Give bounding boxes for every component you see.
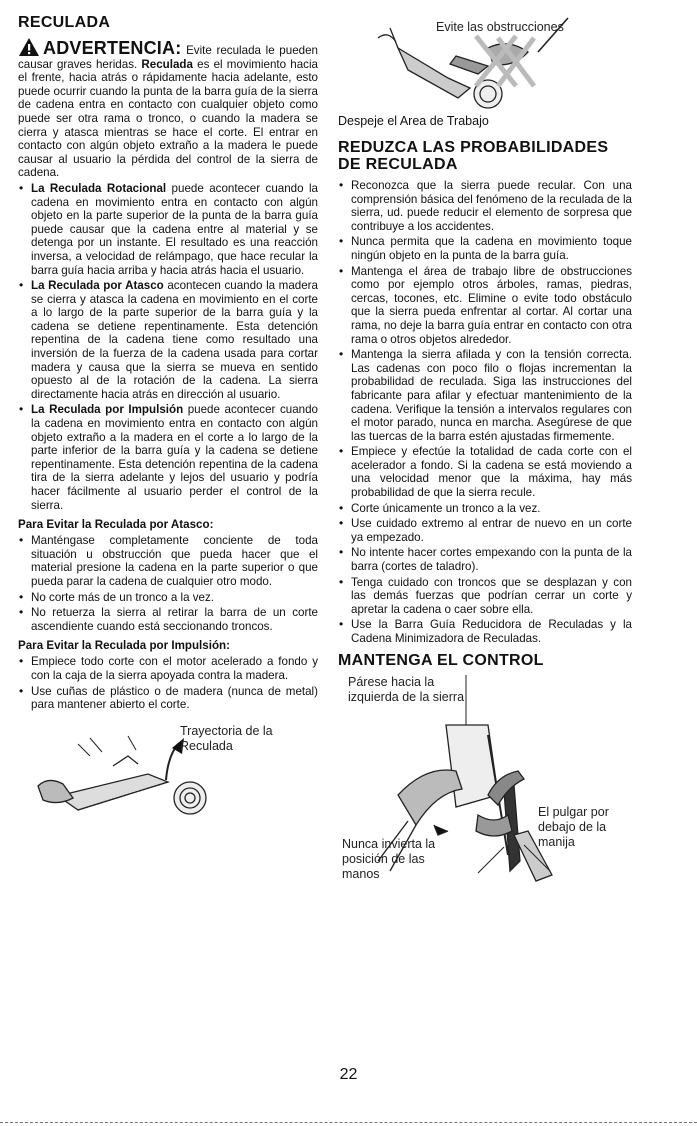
- list-item: • Use cuidado extremo al entrar de nuevo en un corte ya empezado.: [338, 517, 632, 544]
- list-item: • Corte únicamente un tronco a la vez.: [338, 502, 632, 516]
- obstruction-caption: Evite las obstrucciones: [436, 20, 564, 34]
- page-number: 22: [339, 1066, 358, 1083]
- bullet-text: acontecen cuando la madera se cierra y atasca la cadena en movimiento en el corte a lo largo de la parte superior de la barra guía y la cadena se detiene repentinamente. Esta detención repentina de la cadena tiene como resultado una inversión de la fuerza de la cadena usada para cortar madera y causa que la sierra se mueva en sentido opuesto al de la rotación de la cadena. La sierra directamente hacia atrás en dirección al usuario.: [31, 279, 318, 401]
- kickback-path-caption: Trayectoria de la Reculada: [180, 723, 273, 753]
- obstruction-figure: [338, 8, 632, 112]
- list-item: • Use la Barra Guía Reducidora de Reculadas y la Cadena Minimizadora de Reculadas.: [338, 618, 632, 645]
- list-item: [18, 403, 318, 512]
- bullet-bold-term: La Reculada por Impulsión: [31, 403, 184, 417]
- bullet-bold-term: La Reculada Rotacional: [31, 181, 167, 195]
- bottom-divider: [0, 1122, 697, 1123]
- warning-text-rest: es el movimiento hacia el frente, hacia atrás o rápidamente hacia adelante, esto puede ocurrir cuando la punta de la barra guía de la sierra de cadena entra en contacto con cualquier objeto como puede ser otra rama o tronco, o cuando la madera se cierra y atasca mientras se hace el corte. El entrar en contacto con algún objeto extraño a la madera le puede causar al usuario la pérdida del control de la sierra de cadena.: [18, 57, 318, 180]
- bullet-text: puede acontecer cuando la cadena en movimiento entra en contacto con algún objeto extraño a la madera en el corte a lo largo de la parte inferior de la barra guía y la cadena se detiene repentinamente. Esta detención repentina de la cadena tira de la sierra adelante y lejos del usuario y podría hacer fácilmente al usuario perder el control de la sierra.: [31, 403, 318, 512]
- section-title-reculada: RECULADA: [18, 14, 111, 31]
- left-column: [18, 0, 318, 822]
- list-item: • Tenga cuidado con troncos que se desplazan y con las demás fuerzas que podrían cerrar un corte y apretar la cadena o caer sobre ella.: [338, 576, 632, 617]
- list-item: • Mantenga el área de trabajo libre de obstrucciones como por ejemplo otros árboles, ramas, piedras, cercas, tocones, etc. Elimine o evite todo obstáculo que la sierra pueda enfrentar al cortar. Al cortar una rama, no deje la barra guía entrar en contacto con otra rama o otros objetos alrededor.: [338, 265, 632, 347]
- atasco-list: [18, 534, 318, 633]
- clear-work-area-caption: Despeje el Area de Trabajo: [338, 114, 489, 128]
- list-item: • No intente hacer cortes empexando con la punta de la barra (cortes de taladro).: [338, 546, 632, 573]
- list-item: • Empiece todo corte con el motor acelerado a fondo y con la caja de la sierra apoyada contra la madera.: [18, 655, 318, 682]
- control-figure: [338, 675, 632, 887]
- section-title-reduce: REDUZCA LAS PROBABILIDADES DE RECULADA: [338, 139, 609, 173]
- bullet-text: puede acontecer cuando la cadena en movimiento entra en contacto con algún objeto en la parte superior de la punta de la barra guía puede causar que la cadena entre al material y se detenga por un instante. El resultado es una reacción inversa, a velocidad de relámpago, que hace recular la barra guía hacia arriba y hacia atrás hacia el usuario.: [31, 181, 318, 277]
- list-item: • No retuerza la sierra al retirar la barra de un corte ascendiente cuando está seccionando troncos.: [18, 606, 318, 633]
- warning-text: Evite reculada le pueden causar graves heridas.: [18, 44, 318, 71]
- stand-left-caption: Párese hacia la izquierda de la sierra: [348, 674, 465, 704]
- list-item: • Manténgase completamente conciente de toda situación u obstrucción que pueda hacer que el material presione la cadena en la parte superior o que pueda parar la cadena de cualquier otro modo.: [18, 534, 318, 588]
- warning-bold-term: Reculada: [141, 57, 193, 71]
- reduce-kickback-list: [338, 179, 632, 646]
- list-item: • Use cuñas de plástico o de madera (nunca de metal) para mantener abierto el corte.: [18, 685, 318, 712]
- warning-heading: ADVERTENCIA:: [43, 38, 182, 58]
- list-item: • Nunca permita que la cadena en movimiento toque ningún objeto en la punta de la barra guía.: [338, 235, 632, 262]
- thumb-under-handle-caption: El pulgar por debajo de la manija: [538, 804, 609, 849]
- impulsion-list: [18, 655, 318, 711]
- list-item: [18, 279, 318, 401]
- list-item: • Reconozca que la sierra puede recular. Con una comprensión básica del fenómeno de la reculada de la sierra, ud. puede reducir el elemento de sorpresa que contribuye a los accidentes.: [338, 179, 632, 233]
- list-item: • Empiece y efectúe la totalidad de cada corte con el acelerador a fondo. Si la cadena se está moviendo a una velocidad menor que la máxima, hay más probabilidad de que la sierra recule.: [338, 445, 632, 499]
- section-title-control: MANTENGA EL CONTROL: [338, 651, 544, 669]
- never-reverse-hands-caption: Nunca invierta la posición de las manos: [342, 836, 436, 881]
- subheading-impulsion: Para Evitar la Reculada por Impulsión:: [18, 639, 230, 653]
- warning-triangle-icon: [18, 37, 40, 57]
- subheading-atasco: Para Evitar la Reculada por Atasco:: [18, 518, 214, 532]
- list-item: • Mantenga la sierra afilada y con la tensión correcta. Las cadenas con poco filo o flojas incrementan la probabilidad de reculada. Siga las instrucciones del fabricante para afilar y efectuar mantenimiento de la cadena. Verifique la tensión a intervalos regulares con el motor parado, nunca en marcha. Asegúrese de que las tuercas de la barra estén ajustadas firmemente.: [338, 348, 632, 443]
- list-item: • No corte más de un tronco a la vez.: [18, 591, 318, 605]
- right-column: [338, 0, 632, 887]
- kickback-types-list: [18, 182, 318, 512]
- warning-paragraph: [18, 37, 318, 180]
- list-item: [18, 182, 318, 277]
- bullet-bold-term: La Reculada por Atasco: [31, 279, 164, 293]
- kickback-path-figure: [18, 723, 318, 822]
